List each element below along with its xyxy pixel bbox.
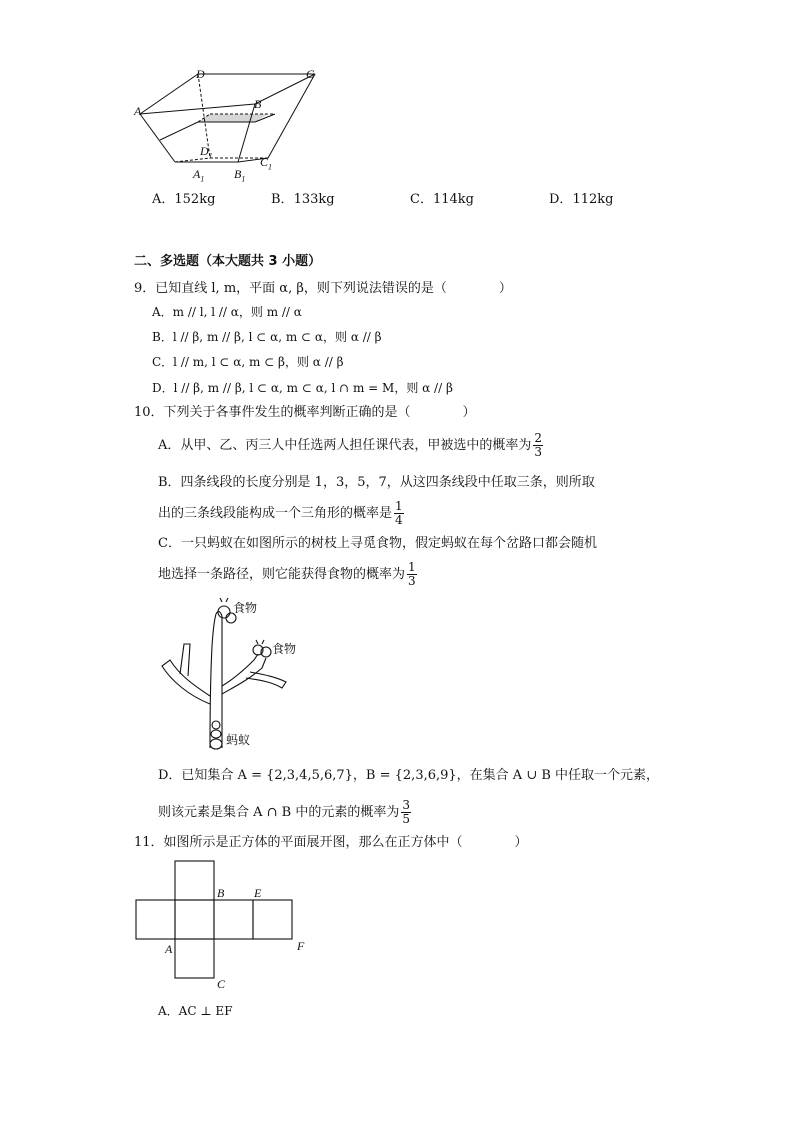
label-D: D [196,67,205,81]
frustum-figure [130,62,330,186]
q8-option-a: A．152kg [152,192,216,207]
food-label-top: 食物 [233,601,258,615]
q10-option-b-line1: B．四条线段的长度分别是 1，3，5，7，从这四条线段中任取三条，则所取 [158,475,595,490]
net-label-B: B [217,886,225,900]
food-label-right: 食物 [272,642,297,656]
q10-option-d-line1: D．已知集合 A = {2,3,4,5,6,7}，B = {2,3,6,9}，在集合 A ∪ B 中任取一个元素， [158,768,660,783]
net-label-E: E [254,886,262,900]
q10-stem: 10．下列关于各事件发生的概率判断正确的是（ ） [134,405,476,420]
label-C1: $C_1$ [260,155,273,172]
q8-option-c: C．114kg [410,192,474,207]
fraction: $\frac{1}{3}$ [408,560,416,588]
fraction: $\frac{2}{3}$ [534,431,543,459]
fraction: $\frac{3}{5}$ [402,798,411,826]
fraction: $\frac{1}{4}$ [395,499,403,527]
ant-tree-figure [150,596,320,756]
net-label-A: A [165,942,173,956]
label-B1: $B_1$ [234,167,246,184]
q8-option-d: D．112kg [549,192,614,207]
q10-option-d-line2: 则该元素是集合 A ∩ B 中的元素的概率为 $\frac{3}{5}$ [158,798,411,826]
q9-option-d: D．l // β, m // β, l ⊂ α, m ⊂ α, l ∩ m = M，则 α // β [152,381,453,395]
q10-option-c-line1: C．一只蚂蚁在如图所示的树枝上寻觅食物，假定蚂蚁在每个岔路口都会随机 [158,536,597,551]
ant-label: 蚂蚁 [226,733,251,747]
q10-option-a: A．从甲、乙、丙三人中任选两人担任课代表，甲被选中的概率为 $\frac{2}{3}$ [158,431,543,459]
q10-option-c-line2: 地选择一条路径，则它能获得食物的概率为 $\frac{1}{3}$ [158,560,416,588]
net-label-C: C [217,977,226,991]
label-C: C [306,67,315,81]
cube-net-figure [130,855,320,985]
q10-option-b-line2: 出的三条线段能构成一个三角形的概率是 $\frac{1}{4}$ [158,499,403,527]
q9-option-c: C．l // m, l ⊂ α, m ⊂ β，则 α // β [152,355,344,369]
q9-stem: 9．已知直线 l, m，平面 α, β，则下列说法错误的是（ ） [134,281,512,296]
q9-option-a: A．m // l, l // α，则 m // α [152,305,302,319]
q9-option-b: B．l // β, m // β, l ⊂ α, m ⊂ α，则 α // β [152,330,382,344]
q8-option-b: B．133kg [271,192,335,207]
label-D1: $D_1$ [200,144,213,161]
net-label-F: F [297,939,305,953]
section-title: 二、多选题（本大题共 3 小题） [134,254,322,269]
q11-stem: 11．如图所示是正方体的平面展开图，那么在正方体中（ ） [134,835,528,850]
label-A1: $A_1$ [193,167,205,184]
label-A: A [134,104,142,118]
label-B: B [254,97,262,111]
q11-option-a: A．AC ⊥ EF [158,1004,233,1018]
